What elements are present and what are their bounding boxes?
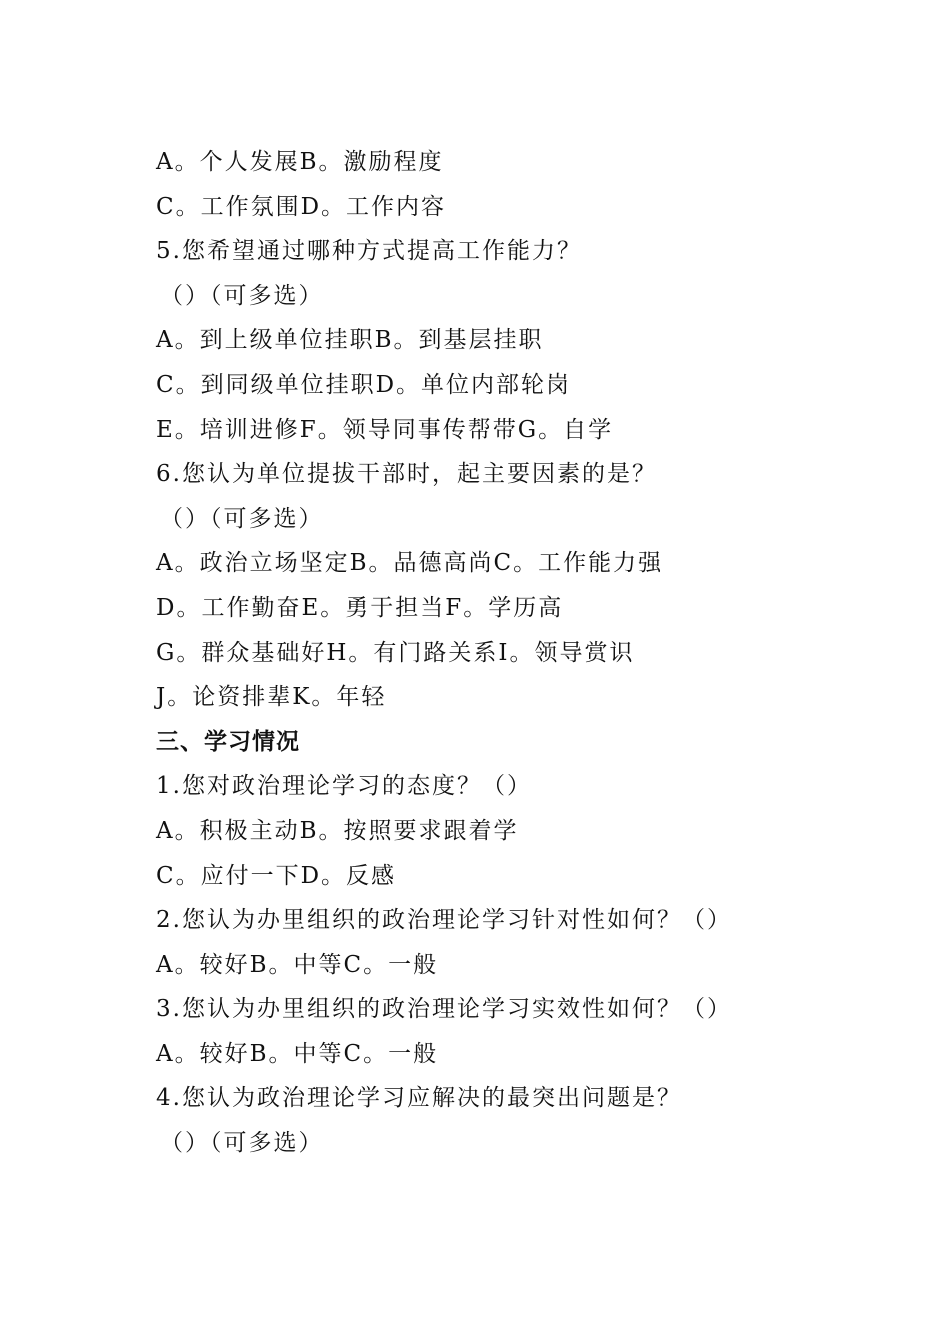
section-heading: 三、学习情况 xyxy=(156,728,300,755)
option-line: E。培训进修F。领导同事传帮带G。自学 xyxy=(156,416,614,443)
question-line: 6.您认为单位提拔干部时，起主要因素的是？ xyxy=(156,461,657,488)
option-line: C。工作氛围D。工作内容 xyxy=(156,193,447,220)
question-line: 1.您对政治理论学习的态度？（） xyxy=(156,773,532,800)
option-line: D。工作勤奋E。勇于担当F。学历高 xyxy=(156,594,564,621)
answer-blank-line: （）（可多选） xyxy=(160,282,324,309)
question-line: 2.您认为办里组织的政治理论学习针对性如何？（） xyxy=(156,907,732,934)
option-line: A。较好B。中等C。一般 xyxy=(156,951,439,978)
option-line: A。政治立场坚定B。品德高尚C。工作能力强 xyxy=(156,550,664,577)
survey-text-block xyxy=(156,140,856,1166)
option-line: A。较好B。中等C。一般 xyxy=(156,1040,439,1067)
option-line: A。积极主动B。按照要求跟着学 xyxy=(156,817,519,844)
answer-blank-line: （）（可多选） xyxy=(160,505,324,532)
option-line: A。到上级单位挂职B。到基层挂职 xyxy=(156,327,544,354)
option-line: A。个人发展B。激励程度 xyxy=(156,149,444,175)
question-line: 3.您认为办里组织的政治理论学习实效性如何？（） xyxy=(156,996,732,1023)
option-line: C。到同级单位挂职D。单位内部轮岗 xyxy=(156,371,572,398)
answer-blank-line: （）（可多选） xyxy=(160,1130,324,1157)
question-line: 5.您希望通过哪种方式提高工作能力？ xyxy=(156,238,582,265)
option-line: J。论资排辈K。年轻 xyxy=(156,684,387,711)
option-line: C。应付一下D。反感 xyxy=(156,862,397,889)
option-line: G。群众基础好H。有门路关系I。领导赏识 xyxy=(156,639,635,666)
question-line: 4.您认为政治理论学习应解决的最突出问题是？ xyxy=(156,1085,682,1112)
